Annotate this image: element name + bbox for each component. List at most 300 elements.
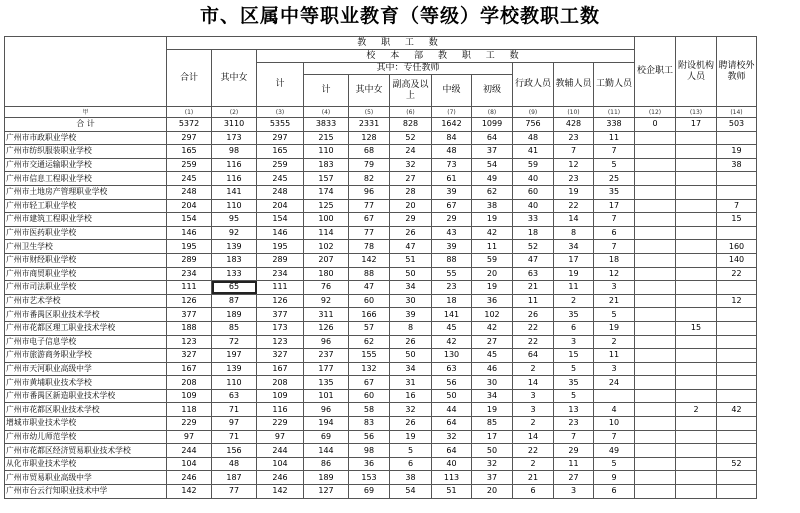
table-cell[interactable]: 52 xyxy=(717,457,757,471)
table-cell[interactable]: 22 xyxy=(513,335,554,349)
table-cell[interactable]: 116 xyxy=(212,172,257,186)
table-cell[interactable] xyxy=(717,471,757,485)
table-cell[interactable]: 73 xyxy=(432,158,472,172)
table-cell[interactable]: 55 xyxy=(432,267,472,281)
table-cell[interactable]: 2 xyxy=(513,417,554,431)
row-label[interactable]: 广州市幼儿师范学校 xyxy=(5,430,167,444)
table-cell[interactable]: 50 xyxy=(432,389,472,403)
table-cell[interactable]: 34 xyxy=(554,240,594,254)
table-cell[interactable]: 146 xyxy=(167,226,212,240)
table-cell[interactable]: 5 xyxy=(554,389,594,403)
table-cell[interactable]: 128 xyxy=(349,131,390,145)
table-cell[interactable]: 20 xyxy=(472,485,513,499)
table-cell[interactable]: 142 xyxy=(349,253,390,267)
table-cell[interactable] xyxy=(676,240,717,254)
row-label[interactable]: 广州市信息工程职业学校 xyxy=(5,172,167,186)
table-cell[interactable]: 104 xyxy=(257,457,304,471)
table-cell[interactable]: 51 xyxy=(432,485,472,499)
table-cell[interactable]: 86 xyxy=(304,457,349,471)
table-cell[interactable]: 245 xyxy=(257,172,304,186)
table-cell[interactable]: 5 xyxy=(594,158,635,172)
table-cell[interactable]: 26 xyxy=(390,417,432,431)
table-cell[interactable]: 15 xyxy=(554,349,594,363)
table-cell[interactable]: 142 xyxy=(257,485,304,499)
table-cell[interactable]: 18 xyxy=(432,294,472,308)
table-cell[interactable]: 111 xyxy=(167,281,212,295)
table-cell[interactable]: 38 xyxy=(472,199,513,213)
table-cell[interactable]: 311 xyxy=(304,308,349,322)
table-cell[interactable]: 154 xyxy=(257,213,304,227)
table-cell[interactable] xyxy=(676,172,717,186)
table-cell[interactable]: 37 xyxy=(472,471,513,485)
table-cell[interactable]: 234 xyxy=(167,267,212,281)
table-cell[interactable]: 3 xyxy=(554,485,594,499)
table-cell[interactable] xyxy=(676,145,717,159)
table-cell[interactable]: 17 xyxy=(594,199,635,213)
table-cell[interactable]: 142 xyxy=(167,485,212,499)
table-cell[interactable]: 45 xyxy=(432,321,472,335)
table-cell[interactable] xyxy=(676,430,717,444)
table-cell[interactable]: 5355 xyxy=(257,118,304,132)
table-cell[interactable]: 155 xyxy=(349,349,390,363)
table-cell[interactable]: 7 xyxy=(717,199,757,213)
table-cell[interactable]: 327 xyxy=(257,349,304,363)
table-cell[interactable]: 65 xyxy=(212,281,257,295)
table-cell[interactable] xyxy=(717,485,757,499)
table-cell[interactable]: 88 xyxy=(349,267,390,281)
table-cell[interactable]: 229 xyxy=(167,417,212,431)
table-cell[interactable]: 194 xyxy=(304,417,349,431)
table-cell[interactable]: 44 xyxy=(432,403,472,417)
table-cell[interactable]: 183 xyxy=(212,253,257,267)
table-cell[interactable]: 244 xyxy=(257,444,304,458)
table-cell[interactable]: 245 xyxy=(167,172,212,186)
table-cell[interactable]: 72 xyxy=(212,335,257,349)
table-cell[interactable]: 24 xyxy=(390,145,432,159)
table-cell[interactable]: 166 xyxy=(349,308,390,322)
table-cell[interactable]: 5 xyxy=(554,362,594,376)
table-cell[interactable] xyxy=(676,253,717,267)
table-cell[interactable]: (3) xyxy=(257,107,304,118)
table-cell[interactable]: 114 xyxy=(304,226,349,240)
row-label[interactable]: 甲 xyxy=(5,107,167,118)
row-label[interactable]: 增城市职业技术学校 xyxy=(5,417,167,431)
table-cell[interactable]: 32 xyxy=(390,403,432,417)
table-cell[interactable]: 87 xyxy=(212,294,257,308)
table-cell[interactable]: 96 xyxy=(304,335,349,349)
table-cell[interactable]: 27 xyxy=(472,335,513,349)
table-cell[interactable]: 1099 xyxy=(472,118,513,132)
table-cell[interactable] xyxy=(717,172,757,186)
table-cell[interactable]: 43 xyxy=(432,226,472,240)
table-cell[interactable]: 189 xyxy=(212,308,257,322)
table-cell[interactable]: 18 xyxy=(594,253,635,267)
table-cell[interactable]: 82 xyxy=(349,172,390,186)
table-cell[interactable] xyxy=(635,267,676,281)
table-cell[interactable]: 51 xyxy=(390,253,432,267)
table-cell[interactable]: 204 xyxy=(167,199,212,213)
table-cell[interactable]: 22 xyxy=(717,267,757,281)
table-cell[interactable] xyxy=(676,281,717,295)
table-cell[interactable]: 7 xyxy=(554,430,594,444)
table-cell[interactable] xyxy=(635,335,676,349)
table-cell[interactable] xyxy=(717,444,757,458)
table-cell[interactable]: 64 xyxy=(432,444,472,458)
table-cell[interactable]: 15 xyxy=(717,213,757,227)
table-cell[interactable] xyxy=(717,349,757,363)
table-cell[interactable] xyxy=(635,349,676,363)
table-cell[interactable]: 34 xyxy=(390,362,432,376)
table-cell[interactable]: 63 xyxy=(432,362,472,376)
table-cell[interactable]: 23 xyxy=(554,172,594,186)
row-label[interactable]: 广州市土地房产管理职业学校 xyxy=(5,185,167,199)
table-cell[interactable]: 62 xyxy=(349,335,390,349)
table-cell[interactable]: 49 xyxy=(594,444,635,458)
table-cell[interactable]: 24 xyxy=(594,376,635,390)
table-cell[interactable]: 59 xyxy=(472,253,513,267)
table-cell[interactable] xyxy=(717,417,757,431)
table-cell[interactable]: 21 xyxy=(513,471,554,485)
table-cell[interactable]: 111 xyxy=(257,281,304,295)
table-cell[interactable]: 428 xyxy=(554,118,594,132)
table-cell[interactable]: 154 xyxy=(167,213,212,227)
table-cell[interactable]: 104 xyxy=(167,457,212,471)
table-cell[interactable]: 29 xyxy=(554,444,594,458)
table-cell[interactable]: 97 xyxy=(257,430,304,444)
table-cell[interactable]: 7 xyxy=(554,145,594,159)
table-cell[interactable]: 48 xyxy=(513,131,554,145)
table-cell[interactable]: 6 xyxy=(513,485,554,499)
table-cell[interactable]: 116 xyxy=(257,403,304,417)
table-cell[interactable]: 204 xyxy=(257,199,304,213)
table-cell[interactable]: 19 xyxy=(717,145,757,159)
table-cell[interactable]: 146 xyxy=(257,226,304,240)
table-cell[interactable]: 5 xyxy=(390,444,432,458)
table-cell[interactable]: 187 xyxy=(212,471,257,485)
table-cell[interactable] xyxy=(717,335,757,349)
table-cell[interactable]: 327 xyxy=(167,349,212,363)
table-cell[interactable]: 39 xyxy=(432,185,472,199)
table-cell[interactable]: 7 xyxy=(594,430,635,444)
table-cell[interactable]: 25 xyxy=(594,172,635,186)
table-cell[interactable]: 19 xyxy=(472,403,513,417)
table-cell[interactable]: 97 xyxy=(167,430,212,444)
table-cell[interactable]: 133 xyxy=(212,267,257,281)
table-cell[interactable]: 67 xyxy=(432,199,472,213)
table-cell[interactable] xyxy=(635,145,676,159)
table-cell[interactable]: 20 xyxy=(390,199,432,213)
table-cell[interactable]: 141 xyxy=(212,185,257,199)
row-label[interactable]: 从化市职业技术学校 xyxy=(5,457,167,471)
table-cell[interactable] xyxy=(635,389,676,403)
table-cell[interactable] xyxy=(676,376,717,390)
table-cell[interactable]: 84 xyxy=(432,131,472,145)
table-cell[interactable]: 28 xyxy=(390,185,432,199)
table-cell[interactable]: 27 xyxy=(390,172,432,186)
table-cell[interactable] xyxy=(635,199,676,213)
table-cell[interactable]: 19 xyxy=(390,430,432,444)
table-cell[interactable]: 96 xyxy=(304,403,349,417)
table-cell[interactable]: 3 xyxy=(554,335,594,349)
table-cell[interactable]: 174 xyxy=(304,185,349,199)
table-cell[interactable]: 6 xyxy=(594,226,635,240)
table-cell[interactable]: 61 xyxy=(432,172,472,186)
table-cell[interactable]: (10) xyxy=(554,107,594,118)
table-cell[interactable] xyxy=(676,335,717,349)
table-cell[interactable]: 27 xyxy=(554,471,594,485)
table-cell[interactable]: 26 xyxy=(513,308,554,322)
row-label[interactable]: 广州市司法职业学校 xyxy=(5,281,167,295)
table-cell[interactable]: 165 xyxy=(167,145,212,159)
table-cell[interactable]: 197 xyxy=(212,349,257,363)
table-cell[interactable]: 47 xyxy=(513,253,554,267)
table-cell[interactable] xyxy=(676,457,717,471)
table-cell[interactable]: 110 xyxy=(304,145,349,159)
table-cell[interactable]: 17 xyxy=(676,118,717,132)
table-cell[interactable] xyxy=(717,321,757,335)
table-cell[interactable]: 102 xyxy=(304,240,349,254)
table-cell[interactable]: 195 xyxy=(167,240,212,254)
table-cell[interactable] xyxy=(676,308,717,322)
table-cell[interactable]: 6 xyxy=(554,321,594,335)
table-cell[interactable] xyxy=(717,376,757,390)
table-cell[interactable]: 98 xyxy=(349,444,390,458)
row-label[interactable]: 广州市交通运输职业学校 xyxy=(5,158,167,172)
table-cell[interactable] xyxy=(676,389,717,403)
table-cell[interactable]: 11 xyxy=(594,131,635,145)
table-cell[interactable] xyxy=(635,172,676,186)
table-cell[interactable]: 64 xyxy=(472,131,513,145)
table-cell[interactable]: 35 xyxy=(594,185,635,199)
table-cell[interactable]: 59 xyxy=(513,158,554,172)
table-cell[interactable]: (9) xyxy=(513,107,554,118)
table-cell[interactable]: 297 xyxy=(257,131,304,145)
table-cell[interactable]: (8) xyxy=(472,107,513,118)
table-cell[interactable] xyxy=(635,362,676,376)
table-cell[interactable]: 77 xyxy=(212,485,257,499)
table-cell[interactable]: 7 xyxy=(594,213,635,227)
table-cell[interactable]: 101 xyxy=(304,389,349,403)
table-cell[interactable]: 39 xyxy=(390,308,432,322)
table-cell[interactable]: 19 xyxy=(594,321,635,335)
table-cell[interactable]: 503 xyxy=(717,118,757,132)
table-cell[interactable]: 10 xyxy=(594,417,635,431)
table-cell[interactable]: 42 xyxy=(472,226,513,240)
table-cell[interactable]: 36 xyxy=(349,457,390,471)
table-cell[interactable]: 208 xyxy=(257,376,304,390)
table-cell[interactable]: 40 xyxy=(432,457,472,471)
table-cell[interactable]: 30 xyxy=(390,294,432,308)
table-cell[interactable]: 12 xyxy=(594,267,635,281)
table-cell[interactable]: 85 xyxy=(472,417,513,431)
table-cell[interactable]: 2 xyxy=(513,457,554,471)
table-cell[interactable]: 95 xyxy=(212,213,257,227)
table-cell[interactable] xyxy=(635,308,676,322)
table-cell[interactable]: 35 xyxy=(554,376,594,390)
table-cell[interactable]: 125 xyxy=(304,199,349,213)
row-label[interactable]: 广州市番禺区职业技术学校 xyxy=(5,308,167,322)
table-cell[interactable]: 19 xyxy=(472,213,513,227)
table-cell[interactable]: 126 xyxy=(167,294,212,308)
table-cell[interactable] xyxy=(717,131,757,145)
table-cell[interactable]: 9 xyxy=(594,471,635,485)
table-cell[interactable]: 160 xyxy=(717,240,757,254)
table-cell[interactable]: 141 xyxy=(432,308,472,322)
table-cell[interactable]: 38 xyxy=(717,158,757,172)
table-cell[interactable]: 237 xyxy=(304,349,349,363)
row-label[interactable]: 广州市电子信息学校 xyxy=(5,335,167,349)
table-cell[interactable] xyxy=(717,362,757,376)
table-cell[interactable]: 63 xyxy=(513,267,554,281)
table-cell[interactable]: (7) xyxy=(432,107,472,118)
table-cell[interactable]: (12) xyxy=(635,107,676,118)
table-cell[interactable]: 126 xyxy=(257,294,304,308)
table-cell[interactable] xyxy=(635,430,676,444)
table-cell[interactable]: 60 xyxy=(513,185,554,199)
table-cell[interactable]: (13) xyxy=(676,107,717,118)
table-cell[interactable]: 195 xyxy=(257,240,304,254)
table-cell[interactable]: 289 xyxy=(257,253,304,267)
table-cell[interactable]: 49 xyxy=(472,172,513,186)
table-cell[interactable]: 83 xyxy=(349,417,390,431)
table-cell[interactable]: 54 xyxy=(472,158,513,172)
table-cell[interactable]: 7 xyxy=(594,145,635,159)
table-cell[interactable]: 7 xyxy=(594,240,635,254)
table-cell[interactable] xyxy=(676,485,717,499)
table-cell[interactable]: 85 xyxy=(212,321,257,335)
table-cell[interactable] xyxy=(676,294,717,308)
table-cell[interactable] xyxy=(676,158,717,172)
table-cell[interactable]: 52 xyxy=(513,240,554,254)
table-cell[interactable]: 76 xyxy=(304,281,349,295)
row-label[interactable]: 广州市贸易职业高级中学 xyxy=(5,471,167,485)
table-cell[interactable]: 244 xyxy=(167,444,212,458)
table-cell[interactable] xyxy=(717,226,757,240)
table-cell[interactable]: 248 xyxy=(257,185,304,199)
table-cell[interactable]: 259 xyxy=(167,158,212,172)
table-cell[interactable]: 14 xyxy=(513,430,554,444)
table-cell[interactable] xyxy=(635,403,676,417)
table-cell[interactable]: 30 xyxy=(472,376,513,390)
table-cell[interactable]: 23 xyxy=(554,417,594,431)
table-cell[interactable] xyxy=(676,267,717,281)
table-cell[interactable]: (6) xyxy=(390,107,432,118)
table-cell[interactable] xyxy=(676,185,717,199)
table-cell[interactable]: 3110 xyxy=(212,118,257,132)
table-cell[interactable] xyxy=(676,213,717,227)
row-label[interactable]: 广州市花都区职业技术学校 xyxy=(5,403,167,417)
table-cell[interactable] xyxy=(635,294,676,308)
table-cell[interactable]: 123 xyxy=(257,335,304,349)
table-cell[interactable]: 116 xyxy=(212,158,257,172)
table-cell[interactable] xyxy=(635,376,676,390)
table-cell[interactable]: (14) xyxy=(717,107,757,118)
table-cell[interactable]: 50 xyxy=(390,267,432,281)
table-cell[interactable] xyxy=(635,213,676,227)
table-cell[interactable]: 97 xyxy=(212,417,257,431)
table-cell[interactable]: 756 xyxy=(513,118,554,132)
table-cell[interactable]: (4) xyxy=(304,107,349,118)
table-cell[interactable]: 3 xyxy=(594,281,635,295)
table-cell[interactable]: 130 xyxy=(432,349,472,363)
table-cell[interactable]: 21 xyxy=(513,281,554,295)
table-cell[interactable]: 2331 xyxy=(349,118,390,132)
table-cell[interactable]: (5) xyxy=(349,107,390,118)
table-cell[interactable]: 229 xyxy=(257,417,304,431)
table-cell[interactable]: (2) xyxy=(212,107,257,118)
table-cell[interactable]: 6 xyxy=(390,457,432,471)
row-label[interactable]: 广州市旅游商务职业学校 xyxy=(5,349,167,363)
table-cell[interactable]: 2 xyxy=(513,362,554,376)
table-cell[interactable] xyxy=(635,417,676,431)
row-label[interactable]: 广州卫生学校 xyxy=(5,240,167,254)
table-cell[interactable]: 63 xyxy=(212,389,257,403)
table-cell[interactable]: 207 xyxy=(304,253,349,267)
table-cell[interactable]: 5372 xyxy=(167,118,212,132)
table-cell[interactable]: 11 xyxy=(472,240,513,254)
table-cell[interactable]: 29 xyxy=(432,213,472,227)
table-cell[interactable]: 42 xyxy=(472,321,513,335)
table-cell[interactable]: 2 xyxy=(676,403,717,417)
table-cell[interactable]: 183 xyxy=(304,158,349,172)
table-cell[interactable]: 13 xyxy=(554,403,594,417)
table-cell[interactable] xyxy=(676,226,717,240)
table-cell[interactable] xyxy=(635,321,676,335)
table-cell[interactable]: 23 xyxy=(432,281,472,295)
table-cell[interactable]: 100 xyxy=(304,213,349,227)
table-cell[interactable]: 77 xyxy=(349,226,390,240)
table-cell[interactable] xyxy=(717,281,757,295)
table-cell[interactable]: 118 xyxy=(167,403,212,417)
table-cell[interactable]: 167 xyxy=(257,362,304,376)
table-cell[interactable] xyxy=(635,226,676,240)
table-cell[interactable]: 52 xyxy=(390,131,432,145)
table-cell[interactable]: 109 xyxy=(257,389,304,403)
table-cell[interactable]: 22 xyxy=(513,321,554,335)
table-cell[interactable]: 47 xyxy=(390,240,432,254)
table-cell[interactable]: 26 xyxy=(390,226,432,240)
table-cell[interactable]: 88 xyxy=(432,253,472,267)
table-cell[interactable]: 46 xyxy=(472,362,513,376)
table-cell[interactable]: 19 xyxy=(554,267,594,281)
table-cell[interactable]: 157 xyxy=(304,172,349,186)
table-cell[interactable]: 22 xyxy=(554,199,594,213)
table-cell[interactable] xyxy=(676,362,717,376)
row-label[interactable]: 广州市纺织服装职业学校 xyxy=(5,145,167,159)
table-cell[interactable]: 32 xyxy=(390,158,432,172)
table-cell[interactable]: 32 xyxy=(432,430,472,444)
table-cell[interactable] xyxy=(635,471,676,485)
table-cell[interactable]: 173 xyxy=(257,321,304,335)
table-cell[interactable]: 153 xyxy=(349,471,390,485)
table-cell[interactable]: 173 xyxy=(212,131,257,145)
table-cell[interactable]: 69 xyxy=(304,430,349,444)
table-cell[interactable]: 139 xyxy=(212,240,257,254)
table-cell[interactable]: 6 xyxy=(594,485,635,499)
table-cell[interactable] xyxy=(717,308,757,322)
table-cell[interactable]: 68 xyxy=(349,145,390,159)
table-cell[interactable]: 5 xyxy=(594,457,635,471)
table-cell[interactable]: 60 xyxy=(349,389,390,403)
table-cell[interactable]: 57 xyxy=(349,321,390,335)
table-cell[interactable]: 3 xyxy=(513,403,554,417)
table-cell[interactable]: 92 xyxy=(212,226,257,240)
table-cell[interactable]: 48 xyxy=(432,145,472,159)
table-cell[interactable]: 14 xyxy=(513,376,554,390)
table-cell[interactable]: 135 xyxy=(304,376,349,390)
table-cell[interactable]: 110 xyxy=(212,199,257,213)
table-cell[interactable] xyxy=(635,444,676,458)
